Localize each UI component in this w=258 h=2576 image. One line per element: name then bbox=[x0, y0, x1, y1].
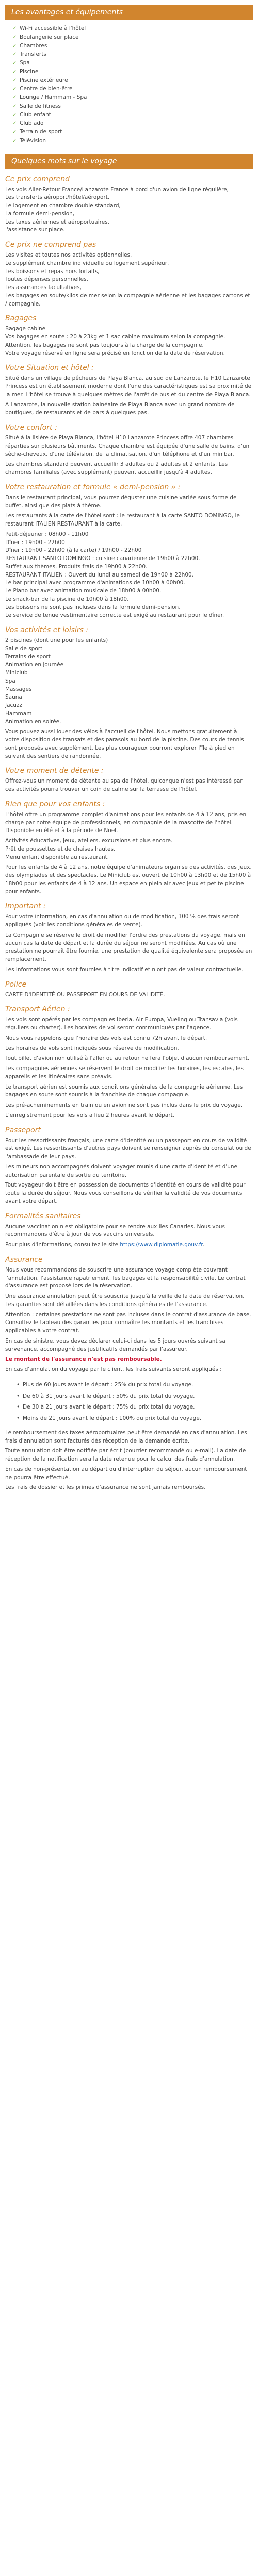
text-line: Dîner : 19h00 - 22h00 bbox=[5, 539, 65, 546]
text-line: Les boissons et repas hors forfaits, bbox=[5, 268, 100, 275]
text-line: Sauna bbox=[5, 694, 22, 701]
text-line: Les transferts aéroport/hôtel/aéroport, bbox=[5, 194, 110, 201]
list-item: ✓ Télévision bbox=[12, 137, 253, 145]
text-line: La formule demi-pension, bbox=[5, 210, 75, 217]
text-line: Activités éducatives, jeux, ateliers, excursions et plus encore. bbox=[5, 838, 173, 844]
price-excludes-block bbox=[5, 251, 253, 308]
text-line: Toutes dépenses personnelles, bbox=[5, 276, 88, 283]
text-paragraph: L'hôtel offre un programme complet d'animations pour les enfants de 4 à 12 ans, pris en charge par notre équipe de professionnels, en compagnie de la mascotte de l'hôtel. Disponible en été et à la période de Noël. bbox=[5, 811, 247, 834]
text-line: Le Piano bar avec animation musicale de 18h00 à 00h00. bbox=[5, 588, 162, 594]
police-title: Police bbox=[5, 980, 27, 989]
list-item: ✓ Club ado bbox=[12, 120, 253, 128]
list-item: • De 60 à 31 jours avant le départ : 50% du prix total du voyage. bbox=[17, 1393, 253, 1401]
text-paragraph: Pour votre information, en cas d'annulation ou de modification, 100 % des frais seront appliqués (voir les conditions générales de vente). bbox=[5, 913, 239, 928]
text-paragraph: Les informations vous sont fournies à titre indicatif et n'ont pas de valeur contractuelle. bbox=[5, 966, 244, 973]
list-item: ✓ Terrain de sport bbox=[12, 128, 253, 137]
text-paragraph: Offrez-vous un moment de détente au spa de l'hôtel, quiconque n'est pas intéressé par ces activités pourra trouver un coin de calme sur la terrasse de l'hôtel. bbox=[5, 778, 243, 792]
health-link-paragraph bbox=[5, 1241, 253, 1249]
text-paragraph: Les horaires de vols sont indiqués sous réserve de modification. bbox=[5, 1045, 179, 1052]
text-line: Hammam bbox=[5, 710, 32, 717]
hotel-rooms-block bbox=[5, 434, 253, 477]
hotel-rooms-title: Votre confort : bbox=[5, 423, 57, 432]
activities-block bbox=[5, 637, 253, 760]
list-item: ✓ Centre de bien-être bbox=[12, 85, 253, 93]
text-line: Massages bbox=[5, 686, 32, 692]
insurance-block bbox=[5, 1266, 253, 1364]
text-line: Buffet aux thèmes. Produits frais de 19h00 à 22h00. bbox=[5, 563, 148, 570]
text-paragraph: Situé à la lisière de Playa Blanca, l'hôtel H10 Lanzarote Princess offre 407 chambres réparties sur plusieurs bâtiments. Chaque chambre est équipée d'une salle de bains, d'un sèche-cheveux, d'une télévision, de la climatisation, d'un téléphone et d'un minibar. bbox=[5, 435, 250, 457]
text-paragraph: Pour les enfants de 4 à 12 ans, notre équipe d'animateurs organise des activités, des jeux, des olympiades et des spectacles. Le Miniclub est ouvert de 10h00 à 13h00 et de 15h00 à 18h00 pour les enfants de 4 à 12 ans. Un espace en plein air avec jeux et petite piscine pour enfants. bbox=[5, 864, 252, 895]
price-includes-title: Ce prix comprend bbox=[5, 175, 70, 183]
hotel-location-title: Votre Situation et hôtel : bbox=[5, 364, 94, 372]
list-item: ✓ Chambres bbox=[12, 42, 253, 50]
text-line: Les bagages en soute/kilos de mer selon la compagnie aérienne et les bagages cartons et / compagnie. bbox=[5, 292, 250, 307]
text-line: Les visites et toutes nos activités optionnelles, bbox=[5, 252, 132, 258]
list-item: ✓ Spa bbox=[12, 59, 253, 67]
text-paragraph: Situé dans un village de pêcheurs de Playa Blanca, au sud de Lanzarote, le H10 Lanzarote Princess est un établissement moderne dont l'une des caractéristiques est sa proximité de la mer. L'hôtel se trouve à quelques mètres de l'arrêt de bus et du centre de Playa Blanca. bbox=[5, 375, 252, 398]
text-paragraph: Dans le restaurant principal, vous pourrez déguster une cuisine variée sous forme de buffet, ainsi que des plats à thème. bbox=[5, 494, 237, 509]
health-block bbox=[5, 1223, 253, 1249]
text-paragraph: Les mineurs non accompagnés doivent voyager munis d'une carte d'identité et d'une autorisation parentale de sortie du territoire. bbox=[5, 1163, 238, 1178]
text-line: Prêt de poussettes et de chaises hautes. bbox=[5, 845, 116, 852]
text-paragraph: Attention : certaines prestations ne sont pas incluses dans le contrat d'assurance de base. Consultez le tableau des garanties pour connaître les montants et les franchises applicables à votre contrat. bbox=[5, 1311, 251, 1334]
text-line: Les vols Aller-Retour France/Lanzarote France à bord d'un avion de ligne régulière, bbox=[5, 186, 229, 193]
text-paragraph: Tout voyageur doit être en possession de documents d'identité en cours de validité pour toute la durée du séjour. Nous vous conseillons de vérifier la validité de vos documents avant votre départ. bbox=[5, 1182, 246, 1205]
passport-title: Passeport bbox=[5, 1126, 41, 1134]
text-span: . bbox=[202, 1242, 205, 1248]
baggage-title: Bagages bbox=[5, 314, 37, 323]
passport-block bbox=[5, 1137, 253, 1206]
text-line: Dîner : 19h00 - 22h00 (à la carte) / 19h00 - 22h00 bbox=[5, 547, 142, 554]
text-paragraph: Nous vous rappelons que l'horaire des vols est connu 72h avant le départ. bbox=[5, 1035, 207, 1041]
text-line: Les taxes aériennes et aéroportuaires, bbox=[5, 218, 110, 225]
text-paragraph: L'enregistrement pour les vols a lieu 2 heures avant le départ. bbox=[5, 1112, 174, 1118]
text-span: Pour plus d'informations, consultez le site bbox=[5, 1242, 120, 1248]
text-paragraph: Toute annulation doit être notifiée par écrit (courrier recommandé ou e-mail). La date de réception de la notification sera la date retenue pour le calcul des frais d'annulation. bbox=[5, 1448, 246, 1462]
text-line: Miniclub bbox=[5, 670, 28, 676]
cancellation-block bbox=[5, 1366, 253, 1492]
text-line: Votre voyage réservé en ligne sera précisé en fonction de la date de réservation. bbox=[5, 350, 225, 357]
text-paragraph: Les frais de dossier et les primes d'assurance ne sont jamais remboursés. bbox=[5, 1484, 206, 1491]
included-list bbox=[5, 20, 253, 149]
list-item: • Plus de 60 jours avant le départ : 25% du prix total du voyage. bbox=[17, 1381, 253, 1389]
text-line: CARTE D'IDENTITÉ OU PASSEPORT EN COURS DE VALIDITÉ. bbox=[5, 991, 165, 998]
included-banner: Les avantages et équipements bbox=[5, 5, 253, 20]
text-paragraph: Une assurance annulation peut être souscrite jusqu'à la veille de la date de réservation. Les garanties sont détaillées dans les conditions générales de l'assurance. bbox=[5, 1293, 245, 1308]
text-line: RESTAURANT ITALIEN : Ouvert du lundi au samedi de 19h00 à 22h00. bbox=[5, 571, 194, 578]
text-paragraph: Les pré-acheminements en train ou en avion ne sont pas inclus dans le prix du voyage. bbox=[5, 1102, 243, 1108]
text-paragraph: En cas de sinistre, vous devez déclarer celui-ci dans les 5 jours ouvrés suivant sa survenance, accompagné des justificatifs demandés par l'assureur. bbox=[5, 1337, 225, 1352]
list-item: ✓ Boulangerie sur place bbox=[12, 33, 253, 42]
text-line: Salle de sport bbox=[5, 645, 43, 652]
transport-title: Transport Aérien : bbox=[5, 1005, 70, 1014]
text-paragraph: Les compagnies aériennes se réservent le droit de modifier les horaires, les escales, les appareils et les itinéraires sans préavis. bbox=[5, 1065, 244, 1080]
activities-title: Vos activités et loisirs : bbox=[5, 626, 89, 634]
text-paragraph: Pour les ressortissants français, une carte d'identité ou un passeport en cours de validité est exigé. Les ressortissants d'autres pays doivent se renseigner auprès du consulat ou de l'ambassade de leur pays. bbox=[5, 1137, 251, 1160]
list-item: ✓ Piscine extérieure bbox=[12, 77, 253, 85]
tip-title: Votre moment de détente : bbox=[5, 767, 104, 775]
important-title: Important : bbox=[5, 902, 46, 911]
text-line: Le service de tenue vestimentaire correcte est exigé au restaurant pour le dîner. bbox=[5, 612, 224, 619]
cancellation-list bbox=[5, 1376, 253, 1428]
price-excludes-title: Ce prix ne comprend pas bbox=[5, 241, 96, 249]
text-paragraph: Aucune vaccination n'est obligatoire pour se rendre aux îles Canaries. Nous vous recommandons d'être à jour de vos vaccins universels. bbox=[5, 1223, 225, 1238]
tip-block bbox=[5, 777, 253, 794]
list-item: ✓ Lounge / Hammam - Spa bbox=[12, 94, 253, 102]
list-item: ✓ Transferts bbox=[12, 50, 253, 59]
kids-title: Rien que pour vos enfants : bbox=[5, 800, 105, 808]
restaurant-block bbox=[5, 494, 253, 620]
text-line: l'assistance sur place. bbox=[5, 227, 65, 233]
restaurant-title: Votre restauration et formule « demi-pension » : bbox=[5, 483, 181, 492]
kids-block bbox=[5, 811, 253, 896]
text-line: Le bar principal avec programme d'animations de 10h00 à 00h00. bbox=[5, 580, 185, 586]
list-item: ✓ Club enfant bbox=[12, 111, 253, 120]
text-line: Spa bbox=[5, 677, 15, 684]
text-paragraph: Les vols sont opérés par les compagnies Iberia, Air Europa, Vueling ou Transavia (vols réguliers ou charter). Les horaires de vol seront communiqués par l'agence. bbox=[5, 1016, 238, 1031]
text-line: Menu enfant disponible au restaurant. bbox=[5, 854, 109, 860]
health-title: Formalités sanitaires bbox=[5, 1212, 81, 1221]
text-paragraph: En cas d'annulation du voyage par le client, les frais suivants seront appliqués : bbox=[5, 1366, 222, 1372]
text-line: Animation en soirée. bbox=[5, 718, 61, 725]
list-item: • De 30 à 21 jours avant le départ : 75% du prix total du voyage. bbox=[17, 1403, 253, 1412]
text-paragraph: Les restaurants à la carte de l'hôtel sont : le restaurant à la carte SANTO DOMINGO, le restaurant ITALIEN RESTAURANT à la carte. bbox=[5, 513, 240, 527]
text-line: Le logement en chambre double standard, bbox=[5, 202, 121, 209]
price-includes-block bbox=[5, 186, 253, 235]
text-line: RESTAURANT SANTO DOMINGO : cuisine canarienne de 19h00 à 22h00. bbox=[5, 555, 200, 562]
text-line: Les boissons ne sont pas incluses dans la formule demi-pension. bbox=[5, 604, 181, 611]
transport-block bbox=[5, 1016, 253, 1120]
text-line: Le supplément chambre individuelle ou logement supérieur, bbox=[5, 260, 169, 266]
text-line: Bagage cabine bbox=[5, 326, 46, 332]
text-paragraph: En cas de non-présentation au départ ou d'interruption du séjour, aucun remboursement ne pourra être effectué. bbox=[5, 1466, 247, 1481]
text-line: Attention, les bagages ne sont pas toujours à la charge de la compagnie. bbox=[5, 342, 204, 348]
text-line: Le snack-bar de la piscine de 10h00 à 18h00. bbox=[5, 596, 129, 602]
hotel-location-block bbox=[5, 375, 253, 417]
health-link[interactable]: https://www.diplomatie.gouv.fr bbox=[120, 1242, 203, 1248]
insurance-title: Assurance bbox=[5, 1255, 43, 1264]
list-item: ✓ Wi-Fi accessible à l'hôtel bbox=[12, 25, 253, 33]
insurance-warning: Le montant de l'assurance n'est pas remboursable. bbox=[5, 1356, 162, 1363]
text-paragraph: Les chambres standard peuvent accueillir 3 adultes ou 2 adultes et 2 enfants. Les chambres familiales (avec supplément) peuvent accueillir jusqu'à 4 adultes. bbox=[5, 461, 228, 476]
text-paragraph: La Compagnie se réserve le droit de modifier l'ordre des prestations du voyage, mais en aucun cas la date de départ et la durée du séjour ne seront modifiées. Au cas où une prestation ne pourrait être fournie, une prestation de qualité équivalente sera proposée en remplacement. bbox=[5, 931, 252, 962]
list-item: • Moins de 21 jours avant le départ : 100% du prix total du voyage. bbox=[17, 1415, 253, 1423]
text-line: Animation en journée bbox=[5, 662, 64, 668]
baggage-block bbox=[5, 325, 253, 358]
text-line: Les assurances facultatives, bbox=[5, 284, 82, 291]
text-paragraph: Le remboursement des taxes aéroportuaires peut être demandé en cas d'annulation. Les frais d'annulation sont facturés dès réception de la demande écrite. bbox=[5, 1429, 247, 1444]
list-item: ✓ Salle de fitness bbox=[12, 103, 253, 111]
text-line: Vos bagages en soute : 20 à 23kg et 1 sac cabine maximum selon la compagnie. bbox=[5, 334, 225, 340]
list-item: ✓ Piscine bbox=[12, 68, 253, 76]
text-line: Petit-déjeuner : 08h00 - 11h00 bbox=[5, 531, 89, 537]
text-paragraph: Le transport aérien est soumis aux conditions générales de la compagnie aérienne. Les bagages en soute sont soumis à la franchise de chaque compagnie. bbox=[5, 1083, 243, 1098]
text-paragraph: Tout billet d'avion non utilisé à l'aller ou au retour ne fera l'objet d'aucun remboursement. bbox=[5, 1055, 250, 1062]
text-paragraph: Nous vous recommandons de souscrire une assurance voyage complète couvrant l'annulation, l'assistance rapatriement, les bagages et la responsabilité civile. Le contrat d'assurance est proposé lors de la réservation. bbox=[5, 1266, 246, 1290]
text-line: Terrains de sport bbox=[5, 653, 51, 660]
text-line: 2 piscines (dont une pour les enfants) bbox=[5, 637, 108, 643]
police-block bbox=[5, 991, 253, 999]
text-paragraph: A Lanzarote, la nouvelle station balnéaire de Playa Blanca avec un grand nombre de boutiques, de restaurants et de bars à quelques pas. bbox=[5, 401, 235, 416]
text-paragraph: Vous pouvez aussi louer des vélos à l'accueil de l'hôtel. Nous mettons gratuitement à votre disposition des transats et des parasols au bord de la piscine. Des cours de tennis sont proposés avec supplément. Les plus courageux pourront explorer l'île à pied en suivant des sentiers de randonnée. bbox=[5, 728, 244, 759]
text-line: Jacuzzi bbox=[5, 702, 24, 708]
important-block bbox=[5, 913, 253, 974]
must-know-banner: Quelques mots sur le voyage bbox=[5, 154, 253, 169]
